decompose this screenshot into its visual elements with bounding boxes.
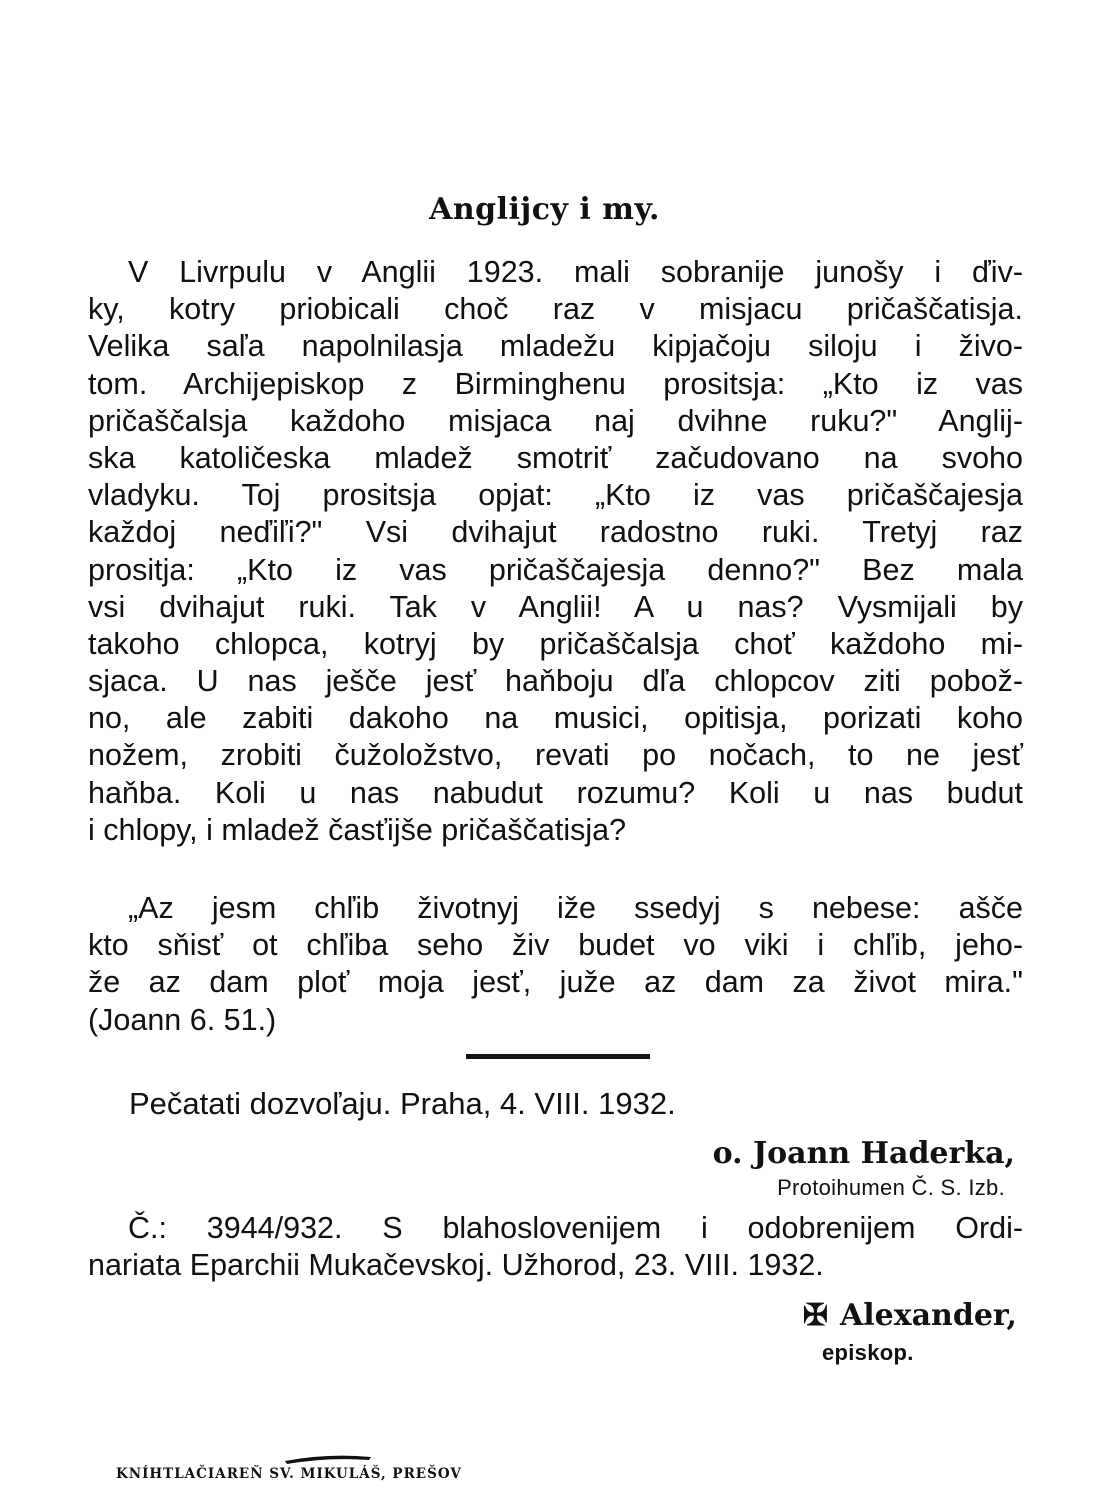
section-divider bbox=[466, 1054, 650, 1059]
text-line: vladyku. Toj prositsja opjat: „Kto iz vas pričaščajesja bbox=[88, 478, 1023, 513]
bishop-title: episkop. bbox=[822, 1340, 914, 1365]
text-line: každoj neďiľi?" Vsi dvihajut radostno ruki. Tretyj raz bbox=[88, 515, 1023, 550]
text-line: i chlopy, i mladež časťijše pričaščatisja? bbox=[88, 812, 627, 847]
text-line: prositja: „Kto iz vas pričaščajesja denno?" Bez mala bbox=[88, 552, 1023, 587]
approval-line: nariata Eparchii Mukačevskoj. Užhorod, 23. VIII. 1932. bbox=[88, 1248, 824, 1283]
text-line: haňba. Koli u nas nabudut rozumu? Koli u nas budut bbox=[88, 775, 1023, 810]
text-line: tom. Archijepiskop z Birminghenu prositsja: „Kto iz vas bbox=[88, 366, 1023, 401]
quote-line: že az dam ploť moja jesť, juže az dam za život mira." bbox=[88, 965, 1023, 1000]
printer-imprint: KNÍHTLAČIAREŇ SV. MIKULÁŠ, PREŠOV bbox=[116, 1466, 462, 1482]
approval-line: Č.: 3944/932. S blahoslovenijem i odobrenijem Ordi- bbox=[128, 1211, 1023, 1245]
imprimatur-line: Pečatati dozvoľaju. Praha, 4. VIII. 1932. bbox=[129, 1086, 676, 1121]
signer-title: Protoihumen Č. S. Izb. bbox=[777, 1175, 1005, 1200]
text-line: Velika saľa napolnilasja mladežu kipjačoju siloju i živo- bbox=[88, 329, 1023, 364]
cross-icon: ✠ bbox=[802, 1298, 828, 1333]
text-line: nožem, zrobiti čužoložstvo, revati po nočach, to ne jesť bbox=[88, 738, 1023, 773]
quote-line: „Az jesm chľib životnyj iže ssedyj s nebese: ašče bbox=[128, 891, 1023, 925]
bishop-signature bbox=[803, 1298, 1017, 1333]
text-line: pričaščalsja každoho misjaca naj dvihne ruku?" Anglij- bbox=[88, 403, 1023, 438]
page-title: Anglijcy i my. bbox=[429, 192, 660, 227]
scripture-quote bbox=[88, 890, 1023, 1039]
main-paragraph bbox=[88, 254, 1023, 849]
text-line: ky, kotry priobicali choč raz v misjacu pričaščatisja. bbox=[88, 292, 1023, 327]
text-line: ska katoličeska mladež smotriť začudovano na svoho bbox=[88, 440, 1023, 475]
text-line: vsi dvihajut ruki. Tak v Anglii! A u nas? Vysmijali by bbox=[88, 589, 1023, 624]
bishop-name: Alexander, bbox=[839, 1298, 1017, 1333]
approval-note bbox=[88, 1210, 1023, 1284]
signer-name: o. Joann Haderka, bbox=[712, 1136, 1015, 1171]
printer-ornament-icon bbox=[283, 1451, 373, 1465]
quote-line: kto sňisť ot chľiba seho živ budet vo viki i chľib, jeho- bbox=[88, 928, 1023, 963]
quote-citation: (Joann 6. 51.) bbox=[88, 1002, 277, 1037]
text-line: takoho chlopca, kotryj by pričaščalsja choť každoho mi- bbox=[88, 626, 1023, 661]
text-line: no, ale zabiti dakoho na musici, opitisja, porizati koho bbox=[88, 701, 1023, 736]
text-line: V Livrpulu v Anglii 1923. mali sobranije junošy i ďiv- bbox=[128, 255, 1023, 289]
text-line: sjaca. U nas ješče jesť haňboju dľa chlopcov ziti pobož- bbox=[88, 664, 1023, 699]
